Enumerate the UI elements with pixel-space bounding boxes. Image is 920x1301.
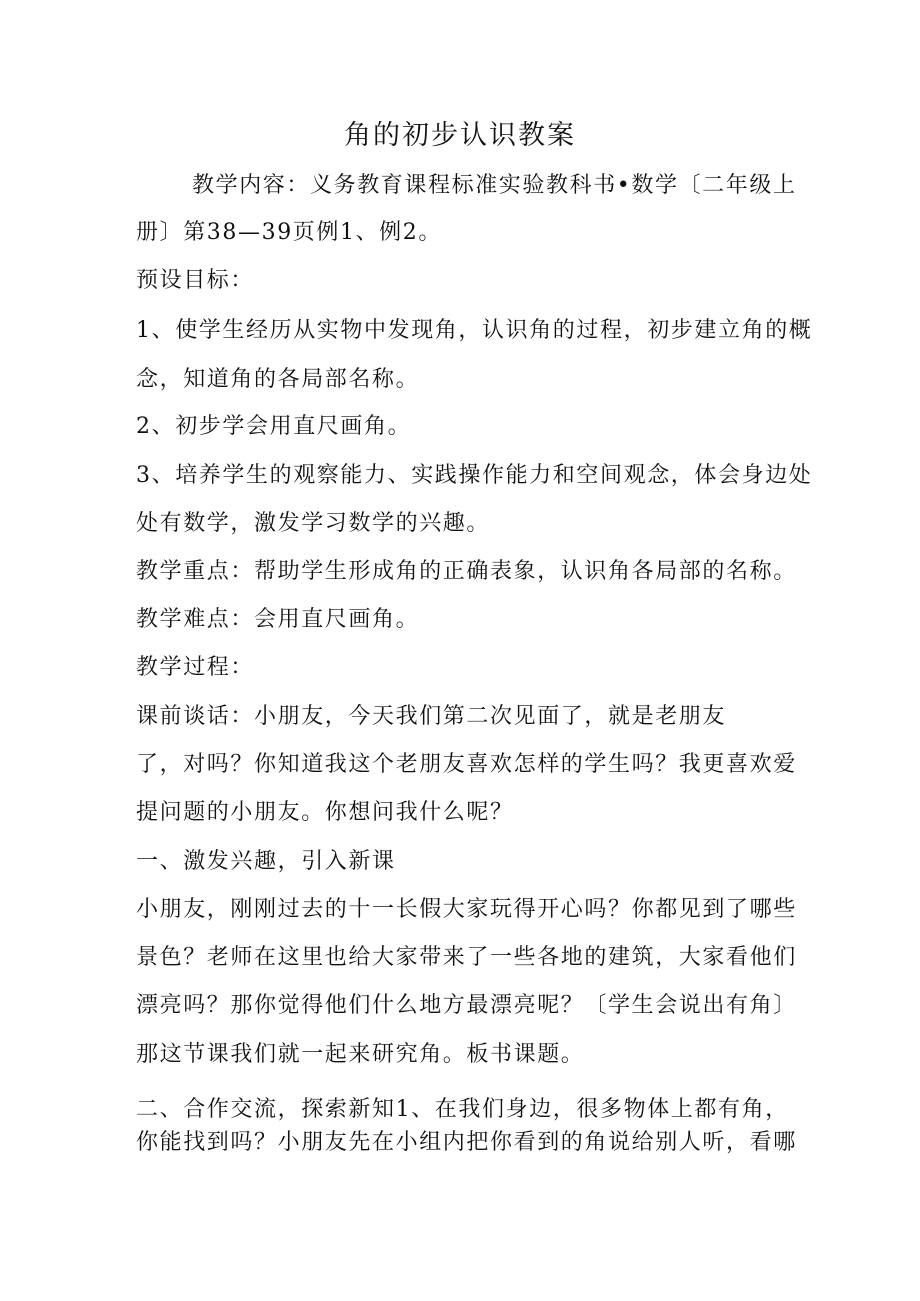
goal-1-line-1: 1、使学生经历从实物中发现角，认识角的过程，初步建立角的概 — [136, 318, 813, 343]
section-1-line-2: 景色？老师在这里也给大家带来了一些各地的建筑，大家看他们 — [136, 945, 797, 970]
content-line-pages: 册〕第38—39页例1、例2。 — [136, 220, 442, 245]
goal-3-line-1: 3、培养学生的观察能力、实践操作能力和空间观念，体会身边处 — [136, 463, 813, 488]
section-1-heading: 一、激发兴趣，引入新课 — [136, 849, 396, 874]
section-2-line-1: 二、合作交流，探索新知1、在我们身边，很多物体上都有角， — [136, 1097, 789, 1122]
section-1-line-3: 漂亮吗？那你觉得他们什么地方最漂亮呢？〔学生会说出有角〕 — [136, 993, 797, 1018]
section-2-line-2: 你能找到吗？小朋友先在小组内把你看到的角说给别人听，看哪 — [136, 1130, 797, 1155]
pre-class-talk-line-3: 提问题的小朋友。你想问我什么呢？ — [136, 800, 514, 825]
heading-preset-goals: 预设目标： — [136, 268, 255, 293]
goal-2: 2、初步学会用直尺画角。 — [136, 414, 412, 439]
document-title: 角的初步认识教案 — [344, 120, 576, 151]
pre-class-talk-line-1: 课前谈话：小朋友，今天我们第二次见面了，就是老朋友 — [136, 704, 727, 729]
teaching-key-point: 教学重点：帮助学生形成角的正确表象，认识角各局部的名称。 — [136, 559, 797, 584]
content-line-teaching-content: 教学内容：义务教育课程标准实验教科书•数学〔二年级上 — [192, 173, 797, 198]
teaching-difficulty: 教学难点：会用直尺画角。 — [136, 607, 420, 632]
section-1-line-1: 小朋友，刚刚过去的十一长假大家玩得开心吗？你都见到了哪些 — [136, 897, 797, 922]
section-1-line-4: 那这节课我们就一起来研究角。板书课题。 — [136, 1042, 585, 1067]
heading-teaching-process: 教学过程： — [136, 655, 255, 680]
goal-3-line-2: 处有数学，激发学习数学的兴趣。 — [136, 511, 491, 536]
pre-class-talk-line-2: 了，对吗？你知道我这个老朋友喜欢怎样的学生吗？我更喜欢爱 — [136, 752, 797, 777]
goal-1-line-2: 念，知道角的各局部名称。 — [136, 367, 420, 392]
